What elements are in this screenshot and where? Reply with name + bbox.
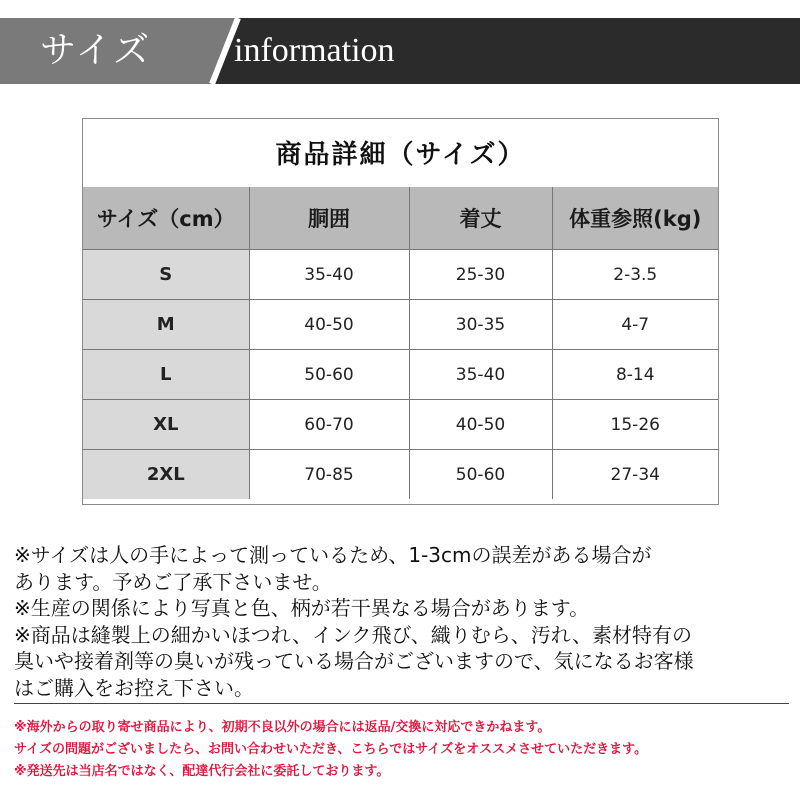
header-waist: 胴囲 [249, 187, 409, 250]
size-cell: XL [83, 400, 249, 450]
note-line: 臭いや接着剤等の臭いが残っている場合がございますので、気になるお客様 [14, 649, 694, 673]
banner-information-label: information [234, 32, 395, 69]
size-table-container [82, 118, 719, 505]
weight-cell: 4-7 [552, 300, 718, 350]
waist-cell: 70-85 [249, 450, 409, 500]
banner-size-label: サイズ [40, 30, 152, 71]
waist-cell: 50-60 [249, 350, 409, 400]
size-cell: M [83, 300, 249, 350]
waist-cell: 60-70 [249, 400, 409, 450]
weight-cell: 15-26 [552, 400, 718, 450]
header-size: サイズ（cm） [83, 187, 249, 250]
header-length: 着丈 [409, 187, 552, 250]
table-row [83, 450, 718, 500]
note-line: ※サイズは人の手によって測っているため、1-3cmの誤差がある場合が [14, 543, 652, 567]
disclaimer-line: ※発送先は当店名ではなく、配達代行会社に委託しております。 [14, 764, 390, 779]
table-row [83, 300, 718, 350]
note-line: ※商品は縫製上の細かいほつれ、インク飛び、織りむら、汚れ、素材特有の [14, 622, 692, 647]
size-table [83, 187, 718, 499]
size-cell: 2XL [83, 450, 249, 500]
length-cell: 25-30 [409, 250, 552, 300]
notes-section [14, 542, 794, 701]
note-line: はご購入をお控え下さい。 [14, 675, 254, 700]
disclaimer-section [14, 717, 794, 783]
note-line: あります。予めご了承下さいませ。 [14, 569, 332, 594]
disclaimer-line: ※海外からの取り寄せ商品により、初期不良以外の場合には返品/交換に対応できかねます。 [14, 720, 551, 735]
size-cell: L [83, 350, 249, 400]
table-row [83, 350, 718, 400]
length-cell: 30-35 [409, 300, 552, 350]
table-header-row [83, 187, 718, 250]
weight-cell: 8-14 [552, 350, 718, 400]
header-banner [0, 18, 800, 84]
table-row [83, 250, 718, 300]
length-cell: 40-50 [409, 400, 552, 450]
weight-cell: 2-3.5 [552, 250, 718, 300]
notes-divider [14, 703, 789, 704]
header-weight: 体重参照(kg) [552, 187, 718, 250]
disclaimer-line: サイズの問題がございましたら、お問い合わせいただき、こちらではサイズをオススメさせていただきます。 [14, 742, 648, 757]
weight-cell: 27-34 [552, 450, 718, 500]
table-title: 商品詳細（サイズ） [83, 119, 718, 188]
table-row [83, 400, 718, 450]
note-line: ※生産の関係により写真と色、柄が若干異なる場合があります。 [14, 596, 590, 620]
length-cell: 50-60 [409, 450, 552, 500]
size-cell: S [83, 250, 249, 300]
waist-cell: 35-40 [249, 250, 409, 300]
waist-cell: 40-50 [249, 300, 409, 350]
length-cell: 35-40 [409, 350, 552, 400]
